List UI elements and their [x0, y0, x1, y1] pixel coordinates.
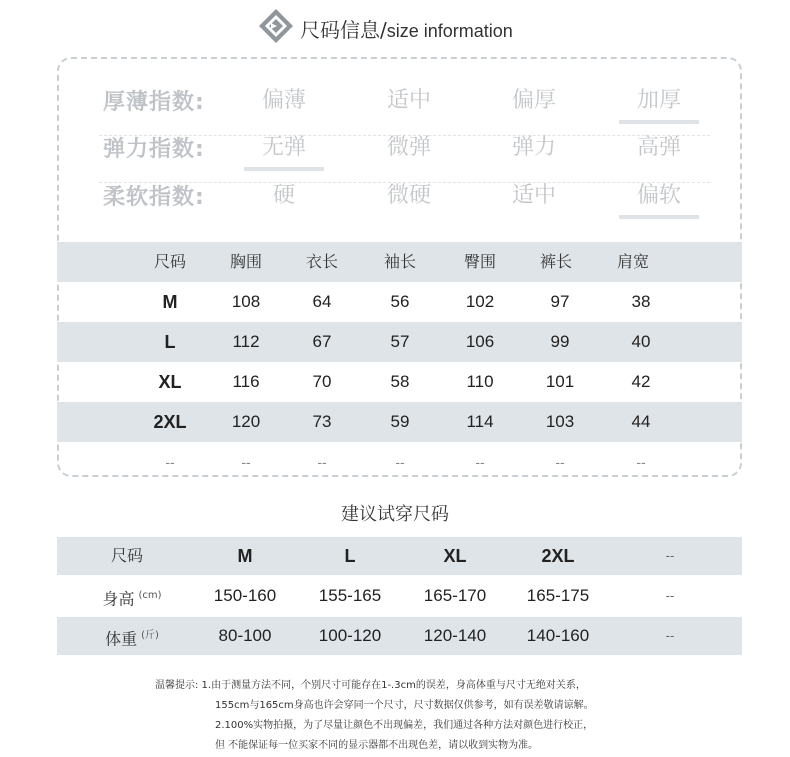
note-line: 但 不能保证每一位买家不同的显示器都不出现色差，请以收到实物为准。: [215, 740, 539, 751]
attr-option: 适中: [511, 183, 556, 208]
table-row: [57, 322, 742, 362]
table-row: [57, 617, 742, 655]
table-cell: XL: [158, 372, 182, 392]
table-cell: 112: [232, 332, 260, 351]
row-label-text: 尺码: [110, 546, 143, 565]
table-cell: 2XL: [541, 546, 575, 566]
table-cell: 116: [232, 372, 260, 391]
recommendation-table: [57, 537, 742, 657]
table-cell: --: [475, 454, 485, 470]
row-label-text: 体重: [105, 629, 138, 649]
table-cell: 56: [390, 292, 410, 311]
table-cell: L: [164, 332, 176, 352]
table-cell: 70: [312, 372, 332, 391]
table-cell: --: [555, 454, 565, 470]
table-cell: --: [665, 628, 675, 643]
table-cell: 101: [545, 372, 575, 391]
row-unit: (cm): [138, 590, 162, 601]
table-cell: 155-165: [318, 586, 382, 605]
row-label: [77, 577, 187, 615]
table-cell: --: [317, 454, 327, 470]
table-cell: 2XL: [153, 412, 187, 432]
note-line: 2.100%实物拍摄，为了尽量让颜色不出现偏差，我们通过各种方法对颜色进行校正，: [215, 720, 594, 731]
recommendation-title: 建议试穿尺码: [341, 504, 449, 525]
table-cell: 42: [631, 372, 651, 391]
table-cell: 97: [550, 292, 570, 311]
attr-option: 偏薄: [261, 88, 306, 113]
title-en: size information: [386, 21, 513, 41]
attr-option: 微弹: [386, 135, 431, 160]
table-row: [57, 577, 742, 615]
table-cell: 57: [390, 332, 410, 351]
table-cell: 59: [390, 412, 410, 431]
table-cell: --: [665, 548, 675, 563]
table-cell: XL: [443, 546, 467, 566]
table-cell: 64: [312, 292, 332, 311]
table-cell: 106: [465, 332, 495, 351]
table-header: 尺码: [153, 252, 186, 271]
table-cell: --: [636, 454, 646, 470]
table-row: [57, 537, 742, 575]
table-row: [57, 362, 742, 402]
table-cell: 120-140: [423, 626, 487, 645]
table-cell: 44: [631, 412, 651, 431]
attr-option: 硬: [272, 183, 295, 208]
table-cell: 165-170: [423, 586, 487, 605]
table-cell: 40: [631, 332, 651, 351]
table-header: 衣长: [305, 252, 338, 271]
row-unit: (斤): [141, 630, 159, 641]
title-sep: /: [380, 18, 387, 42]
attr-option-selected: 无弹: [234, 130, 334, 161]
attr-option: 适中: [386, 88, 431, 113]
table-cell: 114: [466, 412, 494, 431]
table-cell: 73: [312, 412, 332, 431]
table-cell: L: [344, 546, 356, 566]
table-header: 裤长: [539, 252, 572, 271]
row-label: [77, 617, 187, 655]
table-cell: --: [241, 454, 251, 470]
table-row: [57, 282, 742, 322]
table-cell: --: [395, 454, 405, 470]
attr-option: 偏厚: [511, 88, 556, 113]
diamond-arrow-icon: [258, 8, 294, 44]
attr-option: 弹力: [511, 135, 556, 160]
table-header: 胸围: [229, 252, 262, 271]
row-label: [72, 537, 182, 575]
attr-option-selected: 加厚: [609, 83, 709, 114]
page-title: [300, 14, 513, 43]
table-cell: 38: [631, 292, 651, 311]
elasticity-row: [59, 126, 740, 166]
table-header: 臀围: [463, 252, 496, 271]
attr-label: 厚薄指数:: [103, 90, 205, 115]
table-cell: 100-120: [318, 626, 382, 645]
table-cell: 150-160: [213, 586, 277, 605]
table-cell: 67: [312, 332, 332, 351]
table-cell: 165-175: [526, 586, 590, 605]
attr-label: 弹力指数:: [103, 137, 205, 162]
table-row: [57, 442, 742, 482]
table-header: 肩宽: [616, 252, 649, 271]
softness-row: [59, 174, 740, 214]
table-cell: 99: [550, 332, 570, 351]
table-cell: 120: [231, 412, 261, 431]
table-cell: 80-100: [218, 626, 272, 645]
table-cell: --: [165, 454, 175, 470]
tips-notes: [155, 676, 675, 756]
table-cell: 110: [466, 372, 494, 391]
attr-label: 柔软指数:: [103, 185, 205, 210]
attr-option: 高弹: [636, 135, 681, 160]
table-cell: --: [665, 588, 675, 603]
table-cell: 103: [545, 412, 575, 431]
note-line: 155cm与165cm身高也许会穿同一个尺寸，尺寸数据仅供参考，如有误差敬请谅解。: [215, 700, 594, 711]
table-row: [57, 402, 742, 442]
attr-option-selected: 偏软: [609, 178, 709, 209]
page-header: [0, 8, 790, 44]
table-cell: 58: [390, 372, 410, 391]
table-header-row: [57, 242, 742, 282]
table-cell: M: [237, 546, 253, 566]
table-cell: 102: [465, 292, 495, 311]
title-cn: 尺码信息: [300, 18, 380, 42]
table-cell: M: [162, 292, 178, 312]
table-cell: 140-160: [526, 626, 590, 645]
row-label-text: 身高: [102, 589, 135, 609]
note-line: 温馨提示: 1.由于测量方法不同，个别尺寸可能存在1-.3cm的误差，身高体重与尺寸无绝对关系，: [155, 680, 586, 691]
attr-option: 微硬: [386, 183, 431, 208]
table-cell: 108: [231, 292, 261, 311]
table-header: 袖长: [383, 252, 416, 271]
size-table: [57, 242, 742, 482]
thickness-row: [59, 79, 740, 119]
